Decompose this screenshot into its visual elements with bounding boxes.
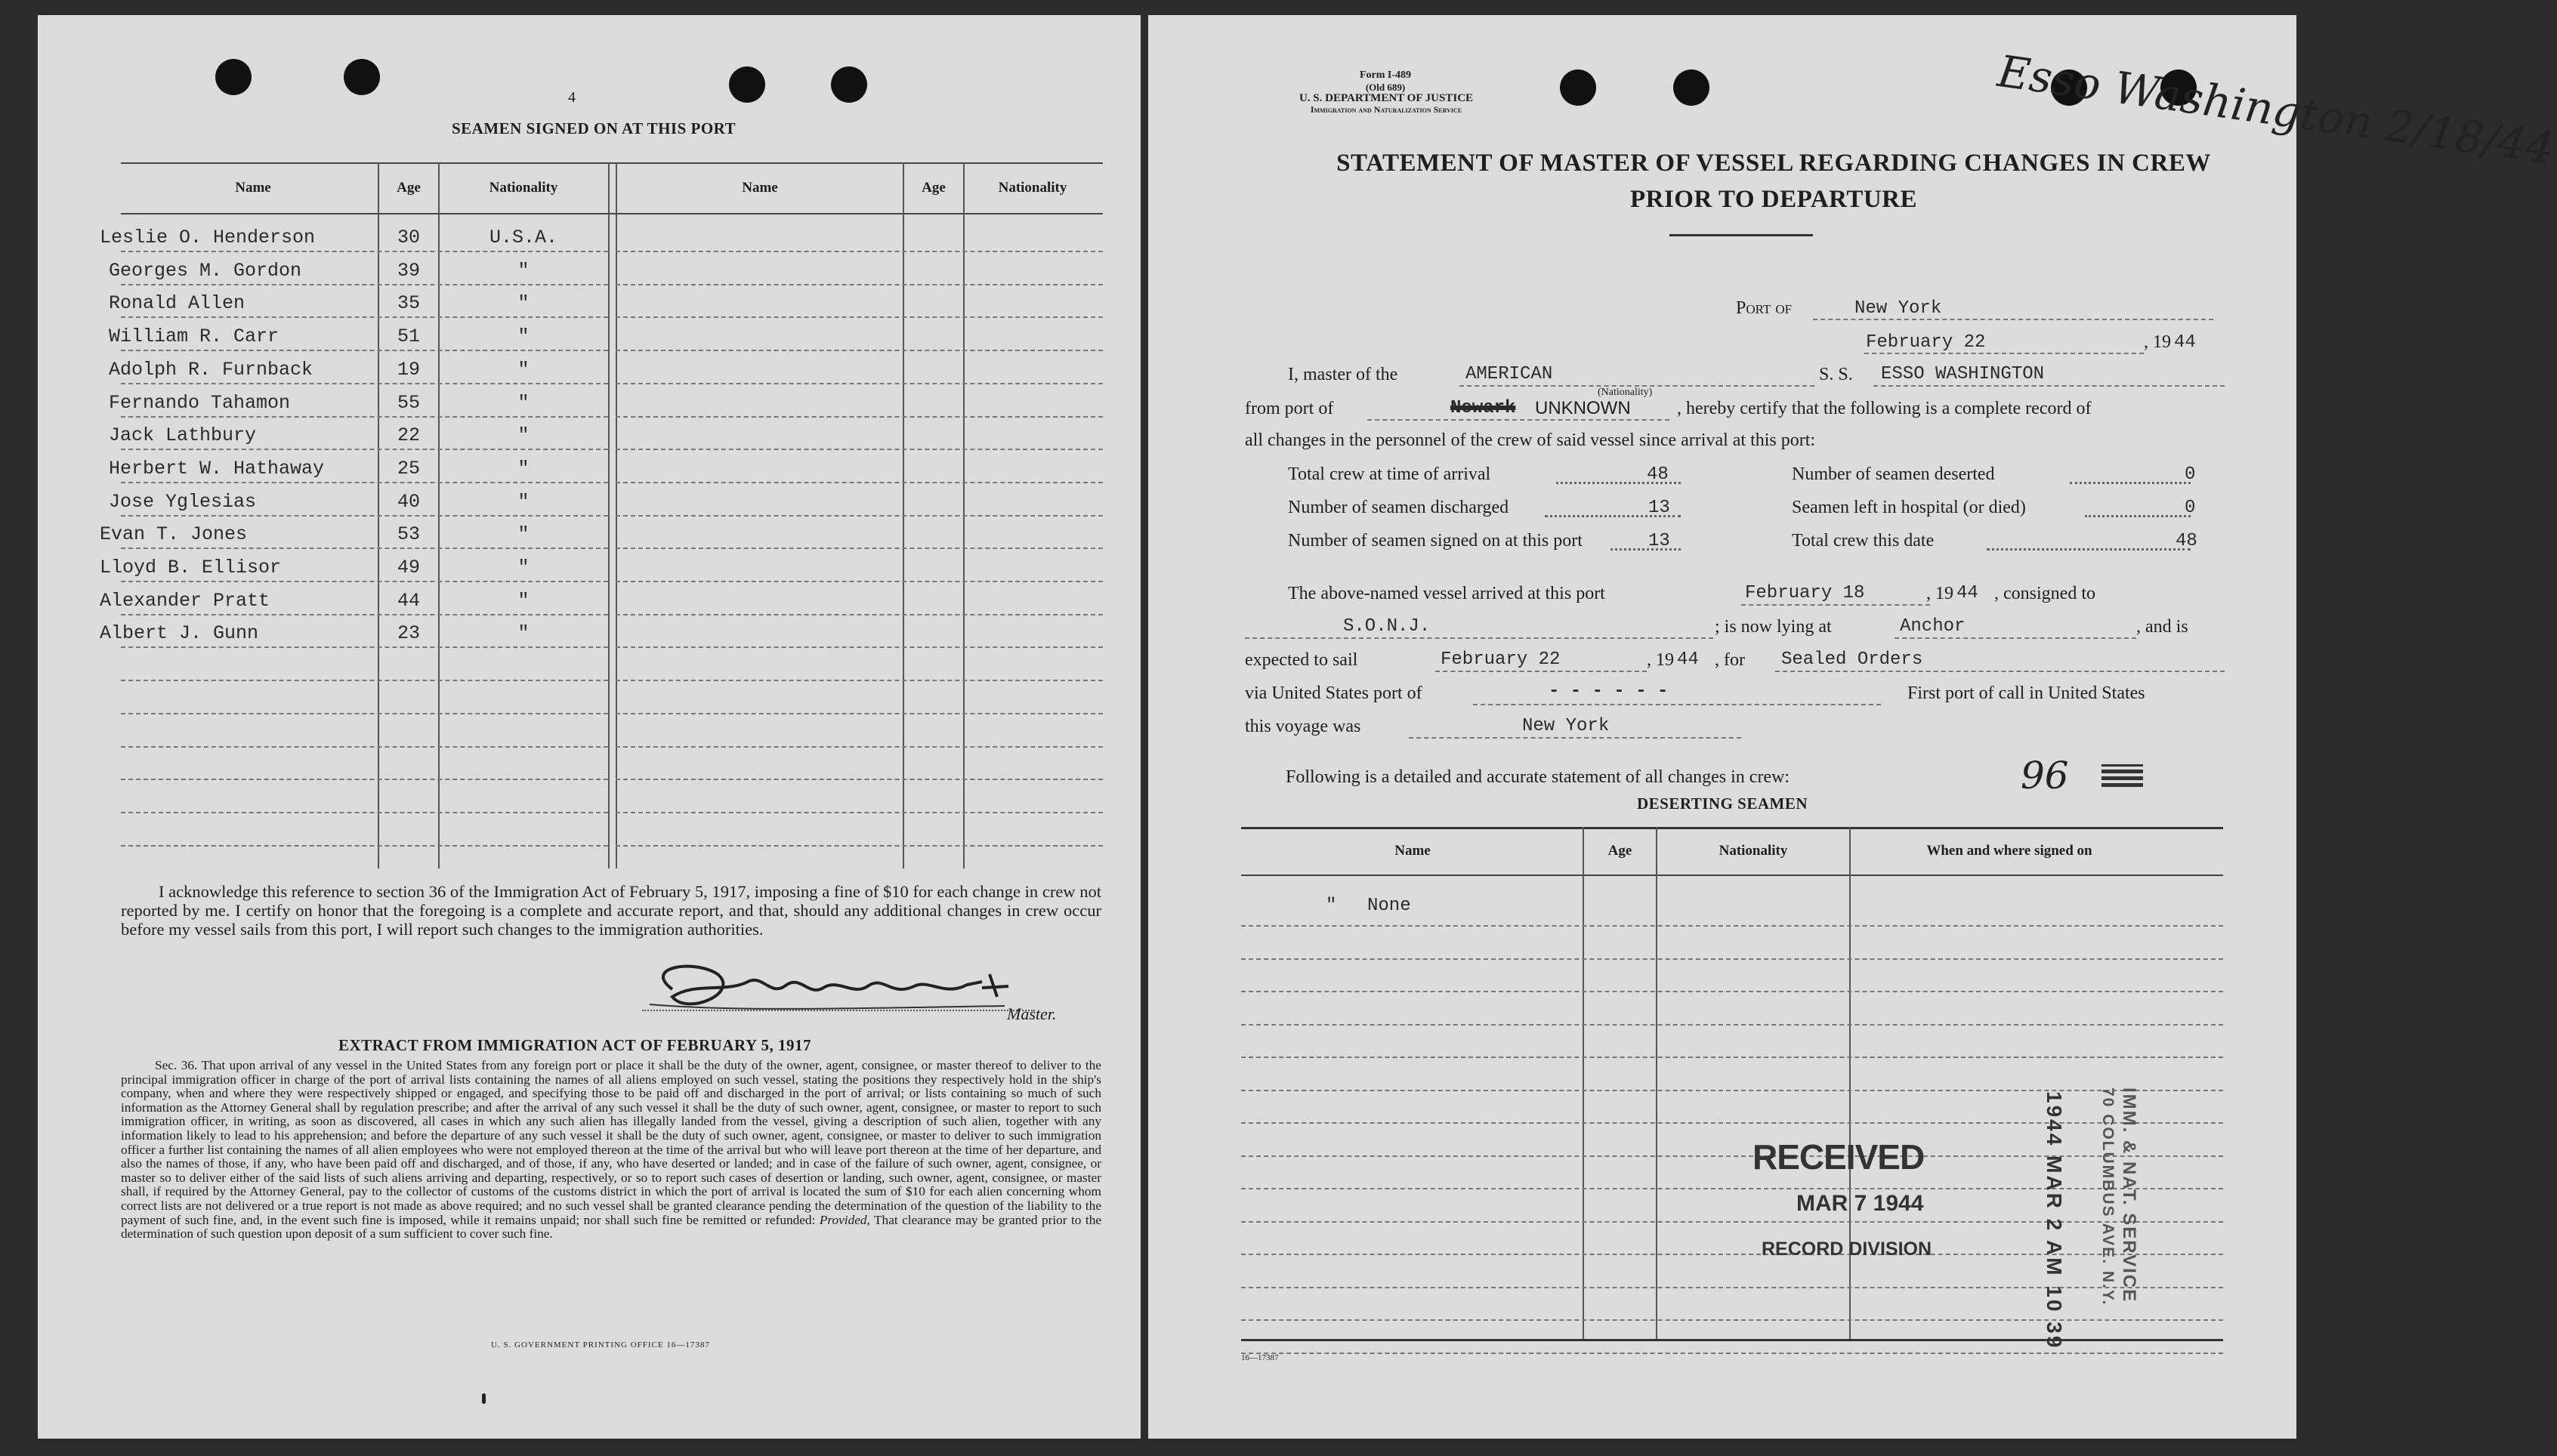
crew-name: Albert J. Gunn <box>100 622 259 644</box>
form-old-number: (Old 689) <box>1365 82 1406 93</box>
right-page <box>1148 15 2557 1439</box>
crew-name: Jack Lathbury <box>109 424 257 446</box>
table-row <box>1241 1221 2223 1223</box>
crew-nationality: " <box>517 557 530 578</box>
consigned-label: , consigned to <box>1994 584 2095 603</box>
voyage-label: this voyage was <box>1245 717 1361 736</box>
table-row <box>1241 991 2223 992</box>
address-stamp: 70 COLUMBUS AVE. N.Y. <box>2099 1087 2117 1306</box>
table-row <box>1241 1188 2223 1189</box>
stat-hospital-value: 0 <box>2185 498 2196 518</box>
crew-name: Fernando Tahamon <box>109 392 291 414</box>
crew-age: 51 <box>397 325 420 347</box>
desert-header-age: Age <box>1607 843 1632 859</box>
crew-nationality: " <box>517 424 530 446</box>
crew-age: 55 <box>397 392 420 414</box>
table-row <box>1241 958 2223 960</box>
ss-label: S. S. <box>1819 365 1853 384</box>
for-label: , for <box>1715 650 1745 670</box>
via-port: - - - - - - <box>1549 681 1669 702</box>
page-number: 4 <box>568 89 576 106</box>
following-label: Following is a detailed and accurate statement of all changes in crew: <box>1286 767 1790 787</box>
service-stamp: IMM. & NAT. SERVICE <box>2119 1087 2139 1303</box>
arrived-year: 44 <box>1956 583 1978 603</box>
stat-signed-value: 13 <box>1648 531 1670 551</box>
punch-hole <box>344 59 380 95</box>
crew-nationality: " <box>517 590 530 612</box>
deserting-title: DESERTING SEAMEN <box>1636 794 1808 813</box>
crew-name: William R. Carr <box>109 325 279 347</box>
received-stamp-date: MAR 7 1944 <box>1796 1191 1924 1216</box>
table-row <box>1241 1353 2223 1354</box>
via-label: via United States port of <box>1245 683 1422 703</box>
crew-name: Jose Yglesias <box>109 491 257 513</box>
acknowledgement-text: I acknowledge this reference to section 36 of the Immigration Act of February 5, 1917, imposing a fine of $10 for each change in crew not reported by me. I certify on honor that the foregoing is a complete and accurate report, and that, should any additional changes in crew occur before my vessel sails from this port, I will report such changes to the immigration authorities. <box>121 882 1101 939</box>
crew-name: Evan T. Jones <box>100 523 248 545</box>
punch-hole <box>831 66 867 103</box>
stat-arrival-value: 48 <box>1647 464 1669 485</box>
first-port-value: New York <box>1522 716 1610 736</box>
vessel-name: ESSO WASHINGTON <box>1881 364 2045 384</box>
crew-name: Adolph R. Furnback <box>109 359 313 381</box>
crew-name: Georges M. Gordon <box>109 260 302 282</box>
arrived-year-prefix: , 19 <box>1926 584 1953 603</box>
crew-age: 40 <box>397 491 420 513</box>
crew-nationality: U.S.A. <box>489 227 557 248</box>
received-stamp-title: RECEIVED <box>1753 1137 1925 1177</box>
crew-nationality: " <box>517 622 530 644</box>
crew-age: 25 <box>397 458 420 480</box>
crew-nationality: " <box>517 325 530 347</box>
crew-nationality: " <box>517 523 530 545</box>
extract-title: EXTRACT FROM IMMIGRATION ACT OF FEBRUARY 5, 1917 <box>338 1036 812 1054</box>
destination: Sealed Orders <box>1781 649 1923 670</box>
col-header-name: Name <box>235 180 271 196</box>
certify-text: , hereby certify that the following is a complete record of <box>1677 399 2092 418</box>
port-of-label: Port of <box>1736 298 1793 318</box>
punch-hole <box>1673 69 1709 106</box>
sail-year: 44 <box>1677 649 1699 670</box>
crew-age: 22 <box>397 424 420 446</box>
department: U. S. DEPARTMENT OF JUSTICE <box>1299 92 1474 104</box>
lying-at: Anchor <box>1900 616 1966 637</box>
arrived-date: February 18 <box>1745 583 1865 603</box>
crew-name: Lloyd B. Ellisor <box>100 557 282 578</box>
scribble-mark <box>2101 764 2143 787</box>
stat-signed-label: Number of seamen signed on at this port <box>1288 531 1583 551</box>
from-port-value: UNKNOWN <box>1535 398 1631 418</box>
form-number: Form I-489 <box>1359 69 1412 81</box>
stat-discharged-value: 13 <box>1648 498 1670 518</box>
crew-age: 23 <box>397 622 420 644</box>
sec-body: That upon arrival of any vessel in the United States from any foreign port or place it shall be the duty of the owner, agent, consignee, or master thereof to deliver to the principal immigration officer in charge of the port of arrival lists containing the names of all aliens employed on such vessel, stating the positions they respectively hold in the ship's company, when and where they were respectively shipped or engaged, and specifying those to be paid off and discharged in the port of arrival; or lists containing so much of such information as the Attorney General shall by regulation prescribe; and after the arrival of any such vessel it shall be the duty of such owner, agent, consignee, or master to report to such immigration officer, in writing, as soon as discovered, all cases in which any such alien has illegally landed from the vessel, giving a description of such alien, together with any information likely to lead to his apprehension; and before the departure of any such vessel it shall be the duty of such owner, agent, consignee, or master to deliver to such immigration officer a further list containing the names of all alien employees who were not employed thereon at the time of the arrival but who will leave port thereon at the time of her departure, and also the names of those, if any, who have been paid off and discharged, and of those, if any, who have deserted or landed; and in case of the failure of such owner, agent, consignee, or master so to deliver either of the said lists of such aliens arriving and departing, respectively, or so to report such cases of desertion or landing, such owner, agent, consignee, or master shall, if required by the Attorney General, pay to the collector of customs of the customs district in which the port of arrival is located the sum of $10 for each alien concerning whom correct lists are not delivered or a true report is not made as above required; and no such vessel shall be granted clearance pending the determination of the question of the liability to the payment of such fine, and, in the event such fine is imposed, while it remains unpaid; nor shall such fine be remitted or refunded: <box>121 1058 1101 1227</box>
punch-hole <box>215 59 252 95</box>
sec-tail: That clearance may be granted prior to the determination of such question upon deposit of a sum sufficient to cover such fine. <box>121 1212 1102 1242</box>
desert-header-name: Name <box>1394 843 1431 859</box>
form-footer: 16—17387 <box>1241 1353 1279 1362</box>
master-of-label: I, master of the <box>1288 365 1398 384</box>
crew-nationality: " <box>517 458 530 480</box>
punch-hole <box>729 66 765 103</box>
sec-label: Sec. 36. <box>155 1058 198 1072</box>
table-row <box>1241 1122 2223 1124</box>
form-title-line2: PRIOR TO DEPARTURE <box>1629 186 1918 213</box>
sail-year-prefix: , 19 <box>1647 650 1674 670</box>
col-header-nationality: Nationality <box>998 180 1067 196</box>
crew-age: 39 <box>397 260 420 282</box>
printer-line: U. S. GOVERNMENT PRINTING OFFICE 16—17387 <box>491 1340 710 1350</box>
nationality-value: AMERICAN <box>1465 364 1553 384</box>
ink-mark <box>482 1393 486 1404</box>
lying-label: ; is now lying at <box>1715 617 1832 637</box>
sail-date: February 22 <box>1441 649 1561 670</box>
crew-name: Leslie O. Henderson <box>100 227 316 248</box>
expected-label: expected to sail <box>1245 650 1358 670</box>
port-value: New York <box>1854 298 1942 319</box>
crew-age: 44 <box>397 590 420 612</box>
stat-total-label: Total crew this date <box>1792 531 1935 551</box>
table-row <box>1241 1024 2223 1026</box>
nationality-caption: (Nationality) <box>1598 387 1653 398</box>
crew-nationality: " <box>517 491 530 513</box>
crew-name: Herbert W. Hathaway <box>109 458 325 480</box>
section-title: SEAMEN SIGNED ON AT THIS PORT <box>452 119 737 137</box>
stat-discharged-label: Number of seamen discharged <box>1288 498 1509 517</box>
changes-count: 96 <box>2021 754 2069 797</box>
service: Immigration and Naturalization Service <box>1310 104 1462 115</box>
year-prefix: , 19 <box>2144 332 2171 352</box>
crew-nationality: " <box>517 292 530 314</box>
provided-word: Provided, <box>819 1212 870 1227</box>
stat-deserted-label: Number of seamen deserted <box>1792 464 1995 484</box>
desert-header-signed-on: When and where signed on <box>1926 843 2092 859</box>
arrived-label: The above-named vessel arrived at this port <box>1288 584 1605 603</box>
table-row <box>1241 1057 2223 1058</box>
sec-36-text <box>121 1059 1101 1242</box>
table-row <box>1241 1254 2223 1255</box>
left-page <box>38 15 1141 1439</box>
consignee: S.O.N.J. <box>1343 616 1431 637</box>
crew-nationality: " <box>517 392 530 414</box>
stat-arrival-label: Total crew at time of arrival <box>1288 464 1491 484</box>
punch-hole <box>1560 69 1596 106</box>
year-value: 44 <box>2174 332 2196 353</box>
date-value: February 22 <box>1866 332 1986 353</box>
certify-text-2: all changes in the personnel of the crew of said vessel since arrival at this port: <box>1245 430 1816 450</box>
master-label: Master. <box>1007 1004 1057 1023</box>
crew-age: 35 <box>397 292 420 314</box>
table-row <box>1241 1155 2223 1157</box>
received-stamp-division: RECORD DIVISION <box>1762 1239 1932 1260</box>
crew-nationality: " <box>517 260 530 282</box>
desert-entry-name: None <box>1367 896 1411 916</box>
crew-age: 19 <box>397 359 420 381</box>
table-row <box>1241 925 2223 927</box>
col-header-nationality: Nationality <box>489 180 558 196</box>
desert-header-nationality: Nationality <box>1719 843 1788 859</box>
and-is-label: , and is <box>2136 617 2188 637</box>
stat-total-value: 48 <box>2176 531 2197 551</box>
col-header-age: Age <box>397 180 421 196</box>
col-header-name: Name <box>742 180 778 196</box>
stat-hospital-label: Seamen left in hospital (or died) <box>1792 498 2026 517</box>
desert-ditto: " <box>1326 896 1337 916</box>
crew-age: 30 <box>397 227 420 248</box>
table-row <box>1241 1287 2223 1288</box>
form-title-line1: STATEMENT OF MASTER OF VESSEL REGARDING CHANGES IN CREW <box>1336 150 2211 177</box>
crew-age: 53 <box>397 523 420 545</box>
from-port-struck: Newark <box>1450 398 1516 418</box>
first-port-label: First port of call in United States <box>1907 683 2145 703</box>
crew-name: Alexander Pratt <box>100 590 270 612</box>
crew-age: 49 <box>397 557 420 578</box>
table-row <box>1241 1090 2223 1091</box>
crew-name: Ronald Allen <box>109 292 246 314</box>
crew-nationality: " <box>517 359 530 381</box>
col-header-age: Age <box>922 180 946 196</box>
stat-deserted-value: 0 <box>2185 464 2196 485</box>
handwritten-note: Esso Washington 2/18/44 <box>1994 45 2557 174</box>
table-row <box>1241 1319 2223 1321</box>
from-port-label: from port of <box>1245 399 1334 418</box>
time-stamp: 1944 MAR 2 AM 10 39 <box>2043 1091 2066 1350</box>
